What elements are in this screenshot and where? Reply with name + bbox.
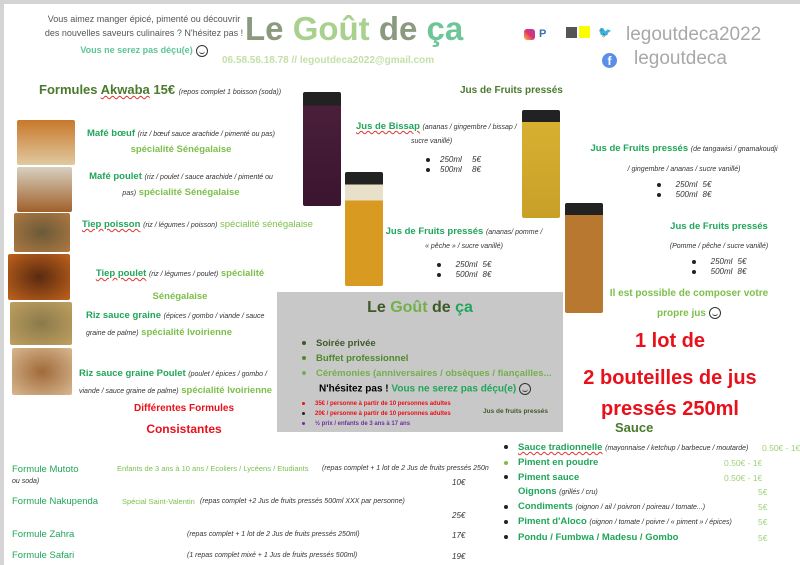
juices-section-title: Jus de Fruits pressés: [460, 85, 563, 96]
sauce-item: [504, 456, 800, 470]
event-price: ½ prix / enfants de 3 ans à 17 ans: [315, 421, 411, 427]
formule-desc: (repas complet + 1 lot de 2 Jus de fruits pressés 250ml): [187, 531, 360, 538]
dish-desc: (riz / poulet / sauce arachide / pimenté ou: [144, 174, 273, 181]
juice-size: 250ml: [710, 257, 733, 266]
sauce-desc: (oignon / ail / poivron / poireau / tomate...): [575, 504, 706, 512]
formule-row: [12, 550, 482, 561]
sauce-list: [504, 441, 800, 545]
juice-desc: / gingembre / ananas / sucre vanillé): [627, 166, 741, 173]
formule-name: Formule Zahra: [12, 529, 75, 540]
dish-desc: graine de palme): [86, 330, 139, 337]
event-item: Soirée privée: [316, 338, 376, 349]
dish-desc: (poulet / épices / gombo /: [188, 371, 267, 378]
sauce-price: 5€: [758, 517, 768, 528]
juice-price: 8€: [482, 270, 492, 279]
dish-desc: pas): [122, 190, 137, 197]
sauce-item: [504, 441, 800, 456]
juice-item: [584, 139, 784, 200]
promo-line: 2 bouteilles de jus: [583, 367, 757, 389]
formule-desc: (repas complet + 1 lot de 2 Jus de fruits pressés 250n: [322, 465, 489, 472]
juice-size: 500ml: [440, 165, 462, 174]
juice-desc: « pêche » / sucre vanillé): [425, 243, 503, 250]
dish-name: Tiep poisson: [82, 219, 141, 230]
food-photo-tiep-poisson: [14, 213, 70, 252]
sauce-item: [504, 500, 800, 515]
formule-row: [12, 496, 482, 520]
formule-audience: Spécial Saint-Valentin: [122, 497, 195, 506]
twitter-icon[interactable]: 🐦: [598, 27, 612, 39]
formule-price: 10€: [452, 478, 466, 487]
social-handle[interactable]: legoutdeca2022: [626, 24, 762, 45]
sauce-price: 5€: [758, 502, 768, 513]
formules-heading-line: Consistantes: [146, 422, 222, 436]
tagline-text: Vous ne serez pas déçu(e): [80, 45, 193, 55]
dish-specialty: spécialité Ivoirienne: [181, 385, 273, 396]
sauce-item: [504, 485, 800, 500]
formule-name: Formule Mutoto: [12, 464, 79, 475]
menu-page: [4, 4, 800, 565]
juice-item: [644, 217, 794, 277]
dish-item: [76, 126, 286, 157]
juice-price: 8€: [702, 190, 712, 199]
bottle-photo-bissap: [303, 92, 341, 206]
facebook-icon[interactable]: f: [602, 53, 617, 68]
cta-green-text: Vous ne serez pas déçu(e): [391, 383, 517, 395]
dish-desc: (riz / bœuf sauce arachide / pimenté ou pas): [137, 131, 275, 138]
dish-name: Tiep poulet: [95, 268, 147, 279]
paypal-icon[interactable]: P: [539, 28, 547, 40]
dish-desc: (épices / gombo / viande / sauce: [163, 313, 265, 320]
promo-text: [570, 326, 770, 425]
juice-size: 500ml: [675, 190, 698, 199]
dish-desc: (riz / légumes / poulet): [148, 271, 219, 278]
contact-info: 06.58.56.18.78 // legoutdeca2022@gmail.com: [222, 55, 435, 66]
juice-desc: (Pomme / pêche / sucre vanillé): [669, 243, 769, 250]
formule-desc: (1 repas complet mixé + 1 Jus de fruits pressés 500ml): [187, 552, 358, 559]
bottle-photo-juice: [565, 203, 603, 313]
dish-specialty: spécialité Sénégalaise: [130, 144, 232, 155]
juice-size: 500ml: [455, 270, 478, 279]
promo-line: pressés 250ml: [601, 398, 739, 420]
sauce-name: Condiments: [518, 501, 573, 513]
page-title: [245, 10, 463, 48]
juice-size: 250ml: [440, 155, 462, 164]
sauce-item: [504, 531, 800, 545]
events-list: [302, 336, 552, 381]
compose-line: propre jus: [657, 308, 706, 319]
smiley-icon: [196, 45, 208, 57]
intro-line: des nouvelles saveurs culinaires ? N'hésitez pas !: [44, 28, 244, 38]
juice-price: 5€: [482, 260, 492, 269]
dish-item: [82, 219, 313, 230]
sauce-price: 5€: [758, 532, 768, 543]
juice-name: Jus de Bissap: [356, 121, 420, 132]
sauce-name: Oignons: [518, 485, 557, 497]
juice-desc: (de tangawisi / gnamakoudji: [690, 146, 778, 153]
formule-price: 25€: [452, 511, 466, 520]
juice-size: 500ml: [710, 267, 733, 276]
dish-name: Riz sauce graine Poulet: [79, 368, 186, 379]
intro-line: Vous aimez manger épicé, pimenté ou découvrir: [47, 14, 241, 24]
formule-price: 19€: [452, 552, 466, 561]
sauce-name: Piment en poudre: [518, 457, 599, 469]
sauce-price: 0.50€ - 1€: [724, 472, 763, 483]
smiley-icon: [519, 383, 531, 395]
sauce-name: Pondu / Fumbwa / Madesu / Gombo: [518, 531, 679, 543]
sauce-desc: (grillés / cru): [559, 488, 598, 496]
juice-desc: (ananas/ pomme /: [485, 229, 543, 236]
instagram-icon[interactable]: [524, 29, 535, 40]
title-gout: Goût: [292, 10, 370, 47]
akwaba-price: 15€: [153, 82, 176, 97]
formules-heading-line: Différentes Formules: [133, 403, 235, 414]
juice-price: 5€: [702, 180, 712, 189]
formule-desc: (repas complet +2 Jus de fruits pressés 500ml XXX par personne): [200, 498, 405, 505]
food-photo-mafe-poulet: [17, 167, 72, 212]
event-price: 35€ / personne à partir de 10 personnes adultes: [315, 401, 451, 407]
juice-price: 5€: [472, 155, 481, 164]
juice-size: 250ml: [675, 180, 698, 189]
sauce-name: Piment d'Aloco: [518, 516, 587, 528]
formule-price: 17€: [452, 531, 466, 540]
bottle-photo-juice: [522, 110, 560, 218]
title-de: de: [378, 10, 418, 47]
formule-name: Formule Nakupenda: [12, 496, 99, 507]
facebook-handle[interactable]: legoutdeca: [634, 48, 727, 69]
sauce-title: Sauce: [615, 420, 654, 435]
sauce-desc: (mayonnaise / ketchup / barbecue / moutarde): [605, 445, 749, 452]
title-le: Le: [245, 10, 284, 47]
juice-name: Jus de Fruits pressés: [590, 143, 689, 154]
bottle-photo-juice: [345, 172, 383, 286]
event-item: Cérémonies (anniversaires / obsèques / fiançailles...: [316, 368, 552, 379]
dish-specialty: Sénégalaise: [152, 291, 208, 302]
sauce-desc: (oignon / tomate / poivre / « piment » / épices): [589, 519, 732, 527]
sauce-price: 0.50€ - 1€: [762, 443, 800, 453]
dish-name: Mafé bœuf: [86, 128, 136, 139]
juice-item: [384, 225, 544, 280]
food-photo-mafe-boeuf: [17, 120, 75, 165]
formule-audience: Enfants de 3 ans à 10 ans / Ecoliers / Lycéens / Etudiants: [117, 464, 309, 473]
compose-line: Il est possible de composer votre: [609, 288, 769, 299]
dish-desc: viande / sauce graine de palme): [79, 388, 179, 395]
intro-text: [14, 12, 274, 57]
dish-name: Riz sauce graine: [86, 310, 161, 321]
dish-item: [76, 169, 286, 201]
formule-row: [12, 464, 489, 487]
juice-price: 8€: [472, 165, 481, 174]
akwaba-title: Formules: [39, 82, 98, 97]
sauce-item: [504, 515, 800, 530]
akwaba-heading: [39, 82, 281, 97]
dish-specialty: spécialité Sénégalaise: [138, 187, 240, 198]
events-box: [277, 292, 563, 432]
dish-item: [80, 263, 280, 308]
promo-line: 1 lot de: [634, 330, 705, 352]
dish-specialty: spécialité: [220, 268, 265, 279]
event-item: Buffet professionnel: [316, 353, 409, 364]
events-title-ca: ça: [455, 299, 473, 316]
formule-desc: ou soda): [12, 478, 40, 485]
juice-item: [356, 120, 517, 175]
snapchat-icon[interactable]: [579, 26, 590, 38]
dish-specialty: spécialité Ivoirienne: [141, 327, 232, 338]
juice-name: Jus de Fruits pressés: [385, 226, 484, 237]
juice-name: Jus de Fruits pressés: [670, 221, 768, 232]
juice-desc: sucre vanillé): [411, 138, 453, 145]
title-ca: ça: [426, 10, 464, 47]
sauce-price: 0.50€ - 1€: [724, 458, 763, 469]
dish-item: [79, 366, 272, 400]
sauce-name: Piment sauce: [518, 471, 580, 483]
events-title-de: de: [431, 299, 451, 316]
dish-name: Mafé poulet: [89, 171, 142, 182]
smiley-icon: [709, 307, 721, 319]
events-juice-note: Jus de fruits pressés: [483, 408, 549, 415]
events-prices: [302, 399, 451, 429]
dish-item: [86, 308, 264, 342]
sauce-price: 5€: [758, 486, 768, 497]
dish-specialty: spécialité sénégalaise: [220, 219, 313, 230]
events-cta: [319, 383, 531, 395]
compose-juice-note: [604, 284, 774, 324]
formules-heading: [104, 403, 264, 436]
food-photo-tiep-poulet: [8, 254, 70, 300]
cta-text: N'hésitez pas !: [319, 383, 389, 395]
sauce-item: [504, 471, 800, 485]
dish-desc: (riz / légumes / poisson): [143, 222, 218, 229]
juice-price: 8€: [737, 267, 747, 276]
juice-desc: (ananas / gingembre / bissap /: [422, 124, 517, 131]
events-title-gout: Goût: [390, 299, 428, 316]
formule-row: [12, 529, 482, 540]
juice-size: 250ml: [455, 260, 478, 269]
akwaba-name: Akwaba: [100, 82, 150, 97]
events-title-le: Le: [367, 299, 386, 316]
tiktok-icon[interactable]: [566, 27, 577, 38]
food-photo-riz-sauce-graine-poulet: [12, 348, 72, 395]
akwaba-note: (repos complet 1 boisson (soda)): [178, 89, 282, 96]
food-photo-riz-sauce-graine: [10, 302, 72, 345]
sauce-name: Sauce tradionnelle: [518, 442, 603, 453]
events-title: [277, 299, 563, 317]
event-price: 20€ / personne à partir de 10 personnes adultes: [315, 411, 451, 417]
juice-price: 5€: [737, 257, 747, 266]
formule-name: Formule Safari: [12, 550, 75, 561]
